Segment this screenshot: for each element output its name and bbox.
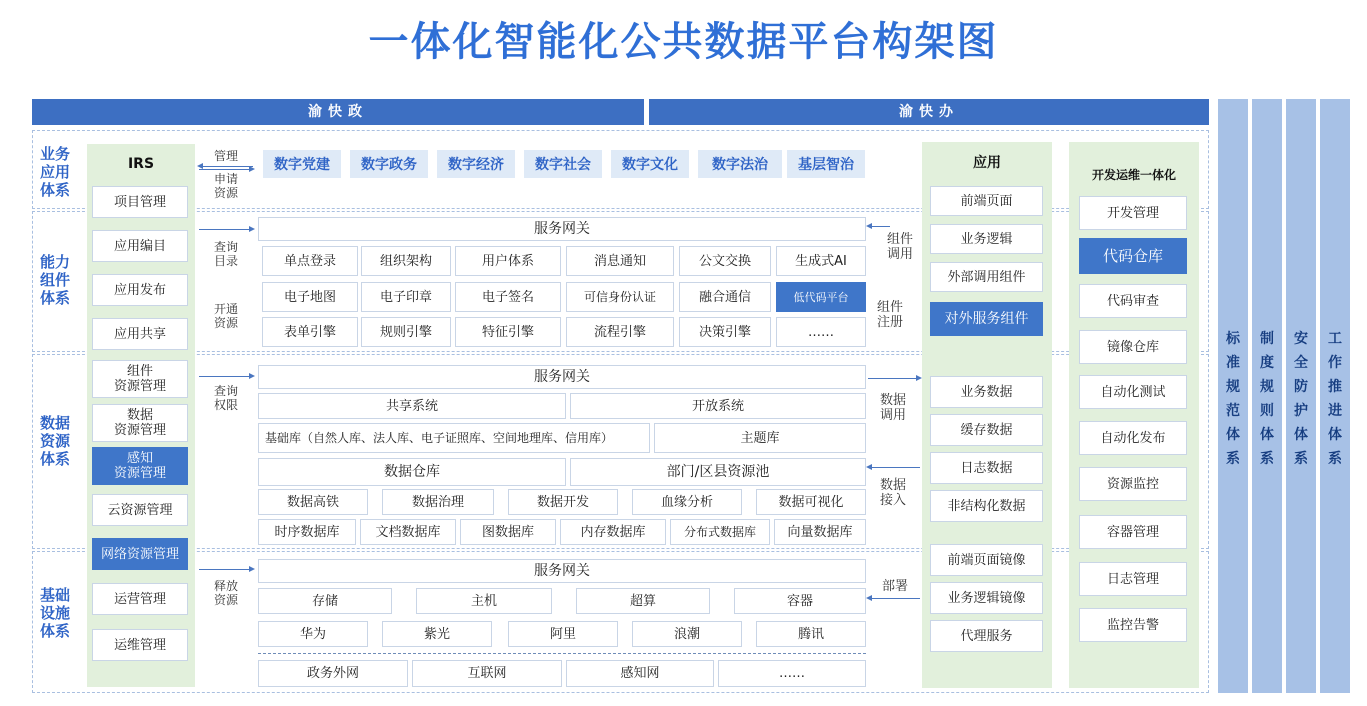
- data-tool[interactable]: 数据高铁: [258, 489, 368, 515]
- capability-component[interactable]: 公文交换: [679, 246, 771, 276]
- app-item[interactable]: 日志数据: [930, 452, 1043, 484]
- infra-vendor[interactable]: 阿里: [508, 621, 618, 647]
- irs-item[interactable]: 应用编目: [92, 230, 188, 262]
- app-item[interactable]: 前端页面镜像: [930, 544, 1043, 576]
- label-component-call: 组件 调用: [886, 232, 913, 262]
- app-item[interactable]: 外部调用组件: [930, 262, 1043, 292]
- capability-component[interactable]: 组织架构: [361, 246, 451, 276]
- system-column-promotion: [1320, 99, 1350, 693]
- label-manage: 管理: [213, 149, 238, 163]
- capability-component[interactable]: 电子签名: [455, 282, 561, 312]
- arrow-component-call: [868, 226, 890, 227]
- app-item[interactable]: 缓存数据: [930, 414, 1043, 446]
- irs-item[interactable]: 数据 资源管理: [92, 404, 188, 442]
- capability-component[interactable]: 消息通知: [566, 246, 674, 276]
- system-column-standards: [1218, 99, 1248, 693]
- devops-item[interactable]: 监控告警: [1079, 608, 1187, 642]
- capability-component[interactable]: 融合通信: [679, 282, 771, 312]
- data-tool[interactable]: 血缘分析: [632, 489, 742, 515]
- capability-component[interactable]: 单点登录: [262, 246, 358, 276]
- database[interactable]: 向量数据库: [774, 519, 866, 545]
- business-app[interactable]: 数字党建: [263, 150, 341, 178]
- infra-resource[interactable]: 存储: [258, 588, 392, 614]
- irs-item[interactable]: 应用共享: [92, 318, 188, 350]
- arrow-manage: [199, 166, 253, 167]
- irs-item[interactable]: 应用发布: [92, 274, 188, 306]
- devops-item[interactable]: 资源监控: [1079, 467, 1187, 501]
- app-panel-title: 应用: [973, 155, 1001, 171]
- devops-item[interactable]: 代码仓库: [1079, 238, 1187, 274]
- capability-component[interactable]: 流程引擎: [566, 317, 674, 347]
- share-system[interactable]: 共享系统: [258, 393, 566, 419]
- network[interactable]: 互联网: [412, 660, 562, 687]
- app-item[interactable]: 业务逻辑: [930, 224, 1043, 254]
- irs-item[interactable]: 云资源管理: [92, 494, 188, 526]
- app-item[interactable]: 业务数据: [930, 376, 1043, 408]
- layer-label-capability: 能力 组件 体系: [40, 253, 71, 307]
- system-column-label: 制度规则体系: [1260, 331, 1274, 467]
- devops-item[interactable]: 代码审查: [1079, 284, 1187, 318]
- app-item[interactable]: 业务逻辑镜像: [930, 582, 1043, 614]
- arrow-deploy: [868, 598, 920, 599]
- system-column-label: 安全防护体系: [1294, 331, 1308, 467]
- data-tool[interactable]: 数据治理: [382, 489, 494, 515]
- top-bar-left: 渝快政: [32, 99, 644, 125]
- infra-resource[interactable]: 主机: [416, 588, 552, 614]
- app-item[interactable]: 代理服务: [930, 620, 1043, 652]
- irs-item[interactable]: 项目管理: [92, 186, 188, 218]
- top-bar-right: 渝快办: [649, 99, 1209, 125]
- data-tool[interactable]: 数据开发: [508, 489, 618, 515]
- devops-item[interactable]: 自动化发布: [1079, 421, 1187, 455]
- network[interactable]: 感知网: [566, 660, 714, 687]
- devops-panel-title: 开发运维一体化: [1091, 168, 1176, 182]
- infra-resource[interactable]: 容器: [734, 588, 866, 614]
- arrow-data: [199, 376, 253, 377]
- base-library[interactable]: 基础库（自然人库、法人库、电子证照库、空间地理库、信用库）: [258, 423, 650, 453]
- devops-item[interactable]: 容器管理: [1079, 515, 1187, 549]
- capability-component[interactable]: 低代码平台: [776, 282, 866, 312]
- infra-vendor[interactable]: 华为: [258, 621, 368, 647]
- arrow-capability: [199, 229, 253, 230]
- irs-item[interactable]: 运营管理: [92, 583, 188, 615]
- arrow-data-call: [868, 378, 920, 379]
- capability-component[interactable]: 电子地图: [262, 282, 358, 312]
- business-app[interactable]: 数字社会: [524, 150, 602, 178]
- open-system[interactable]: 开放系统: [570, 393, 866, 419]
- label-data-access: 数据 接入: [879, 478, 906, 508]
- irs-item[interactable]: 组件 资源管理: [92, 360, 188, 398]
- system-column-security: [1286, 99, 1316, 693]
- system-column-label: 标准规范体系: [1226, 331, 1240, 467]
- database[interactable]: 文档数据库: [360, 519, 456, 545]
- app-item[interactable]: 前端页面: [930, 186, 1043, 216]
- capability-component[interactable]: 生成式AI: [776, 246, 866, 276]
- business-app[interactable]: 数字法治: [698, 150, 782, 178]
- database[interactable]: 内存数据库: [560, 519, 666, 545]
- label-deploy: 部署: [881, 579, 908, 594]
- network-divider: [258, 653, 866, 654]
- database[interactable]: 时序数据库: [258, 519, 356, 545]
- layer-label-business: 业务 应用 体系: [40, 145, 71, 199]
- irs-item[interactable]: 感知 资源管理: [92, 447, 188, 485]
- devops-item[interactable]: 镜像仓库: [1079, 330, 1187, 364]
- arrow-data-access: [868, 467, 920, 468]
- capability-component[interactable]: ……: [776, 317, 866, 347]
- irs-item[interactable]: 网络资源管理: [92, 538, 188, 570]
- capability-component[interactable]: 决策引擎: [679, 317, 771, 347]
- capability-component[interactable]: 表单引擎: [262, 317, 358, 347]
- system-column-rules: [1252, 99, 1282, 693]
- label-component-register: 组件 注册: [876, 300, 903, 330]
- infra-resource[interactable]: 超算: [576, 588, 710, 614]
- app-item[interactable]: 非结构化数据: [930, 490, 1043, 522]
- capability-component[interactable]: 特征引擎: [455, 317, 561, 347]
- infra-vendor[interactable]: 紫光: [382, 621, 492, 647]
- label-open-resource: 开通 资源: [213, 302, 238, 330]
- network[interactable]: ……: [718, 660, 866, 687]
- capability-component[interactable]: 可信身份认证: [566, 282, 674, 312]
- infra-vendor[interactable]: 腾讯: [756, 621, 866, 647]
- layer-label-data: 数据 资源 体系: [40, 414, 71, 468]
- database[interactable]: 分布式数据库: [670, 519, 770, 545]
- label-apply-resource: 申请 资源: [213, 172, 238, 200]
- page-title: 一体化智能化公共数据平台构架图: [368, 19, 999, 65]
- topic-library[interactable]: 主题库: [654, 423, 866, 453]
- app-item[interactable]: 对外服务组件: [930, 302, 1043, 336]
- system-column-label: 工作推进体系: [1328, 331, 1342, 467]
- devops-item[interactable]: 开发管理: [1079, 196, 1187, 230]
- arrow-infra: [199, 569, 253, 570]
- irs-title: IRS: [127, 156, 155, 172]
- capability-component[interactable]: 电子印章: [361, 282, 451, 312]
- network[interactable]: 政务外网: [258, 660, 408, 687]
- capability-gateway[interactable]: 服务网关: [258, 217, 866, 241]
- arrow-apply: [199, 169, 253, 170]
- data-gateway[interactable]: 服务网关: [258, 365, 866, 389]
- business-app[interactable]: 数字政务: [350, 150, 428, 178]
- capability-component[interactable]: 规则引擎: [361, 317, 451, 347]
- resource-pool[interactable]: 部门/区县资源池: [570, 458, 866, 486]
- label-data-call: 数据 调用: [879, 393, 906, 423]
- irs-item[interactable]: 运维管理: [92, 629, 188, 661]
- devops-item[interactable]: 日志管理: [1079, 562, 1187, 596]
- data-tool[interactable]: 数据可视化: [756, 489, 866, 515]
- label-query-catalog: 查询 目录: [213, 240, 238, 268]
- data-warehouse[interactable]: 数据仓库: [258, 458, 566, 486]
- business-app[interactable]: 数字经济: [437, 150, 515, 178]
- database[interactable]: 图数据库: [460, 519, 556, 545]
- layer-label-infra: 基础 设施 体系: [40, 586, 71, 640]
- infra-vendor[interactable]: 浪潮: [632, 621, 742, 647]
- devops-item[interactable]: 自动化测试: [1079, 375, 1187, 409]
- business-app[interactable]: 数字文化: [611, 150, 689, 178]
- capability-component[interactable]: 用户体系: [455, 246, 561, 276]
- label-release-resource: 释放 资源: [213, 579, 238, 607]
- infra-gateway[interactable]: 服务网关: [258, 559, 866, 583]
- business-app[interactable]: 基层智治: [787, 150, 865, 178]
- label-query-auth: 查询 权限: [213, 384, 238, 412]
